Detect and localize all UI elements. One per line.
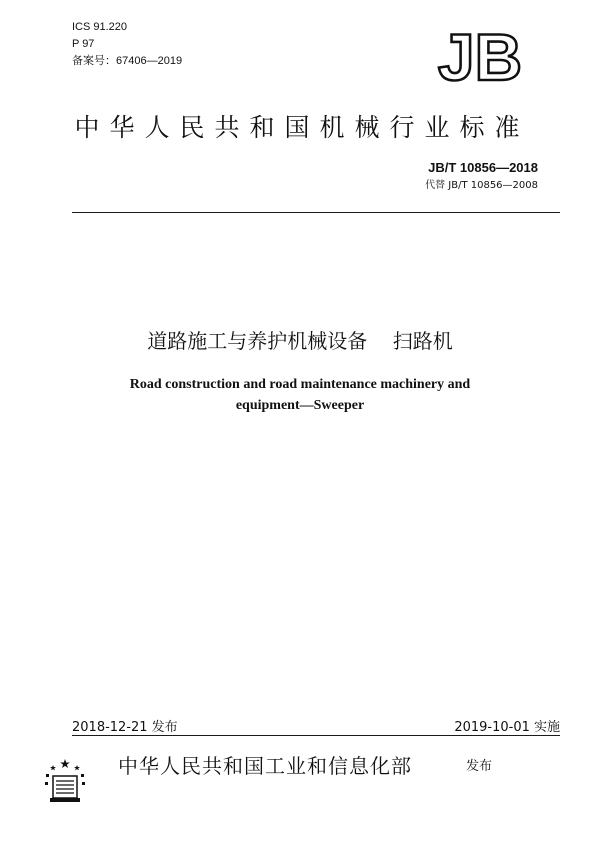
jb-logo-text: JB [437, 20, 523, 88]
issuing-authority-suffix: 发布 [466, 759, 493, 774]
standard-number: JB/T 10856—2018 [428, 160, 538, 175]
p-code: P 97 [72, 38, 95, 50]
issue-date: 2018-12-21 发布 [72, 720, 178, 735]
bottom-divider [72, 735, 560, 736]
top-divider [72, 212, 560, 213]
jb-logo [428, 20, 532, 88]
ics-code: ICS 91.220 [72, 21, 128, 33]
replaces-standard: 代替 JB/T 10856—2008 [425, 180, 538, 191]
publisher-emblem-icon [40, 756, 90, 806]
issuing-authority: 中华人民共和国工业和信息化部 [118, 754, 412, 778]
english-title-line-2: equipment—Sweeper [235, 398, 365, 413]
implementation-date: 2019-10-01 实施 [454, 720, 560, 735]
english-title-line-1: Road construction and road maintenance machinery and [129, 377, 471, 392]
standard-category-title: 中华人民共和国机械行业标准 [74, 113, 530, 142]
chinese-title: 道路施工与养护机械设备 扫路机 [147, 329, 453, 353]
record-number: 备案号：67406—2019 [72, 55, 183, 67]
